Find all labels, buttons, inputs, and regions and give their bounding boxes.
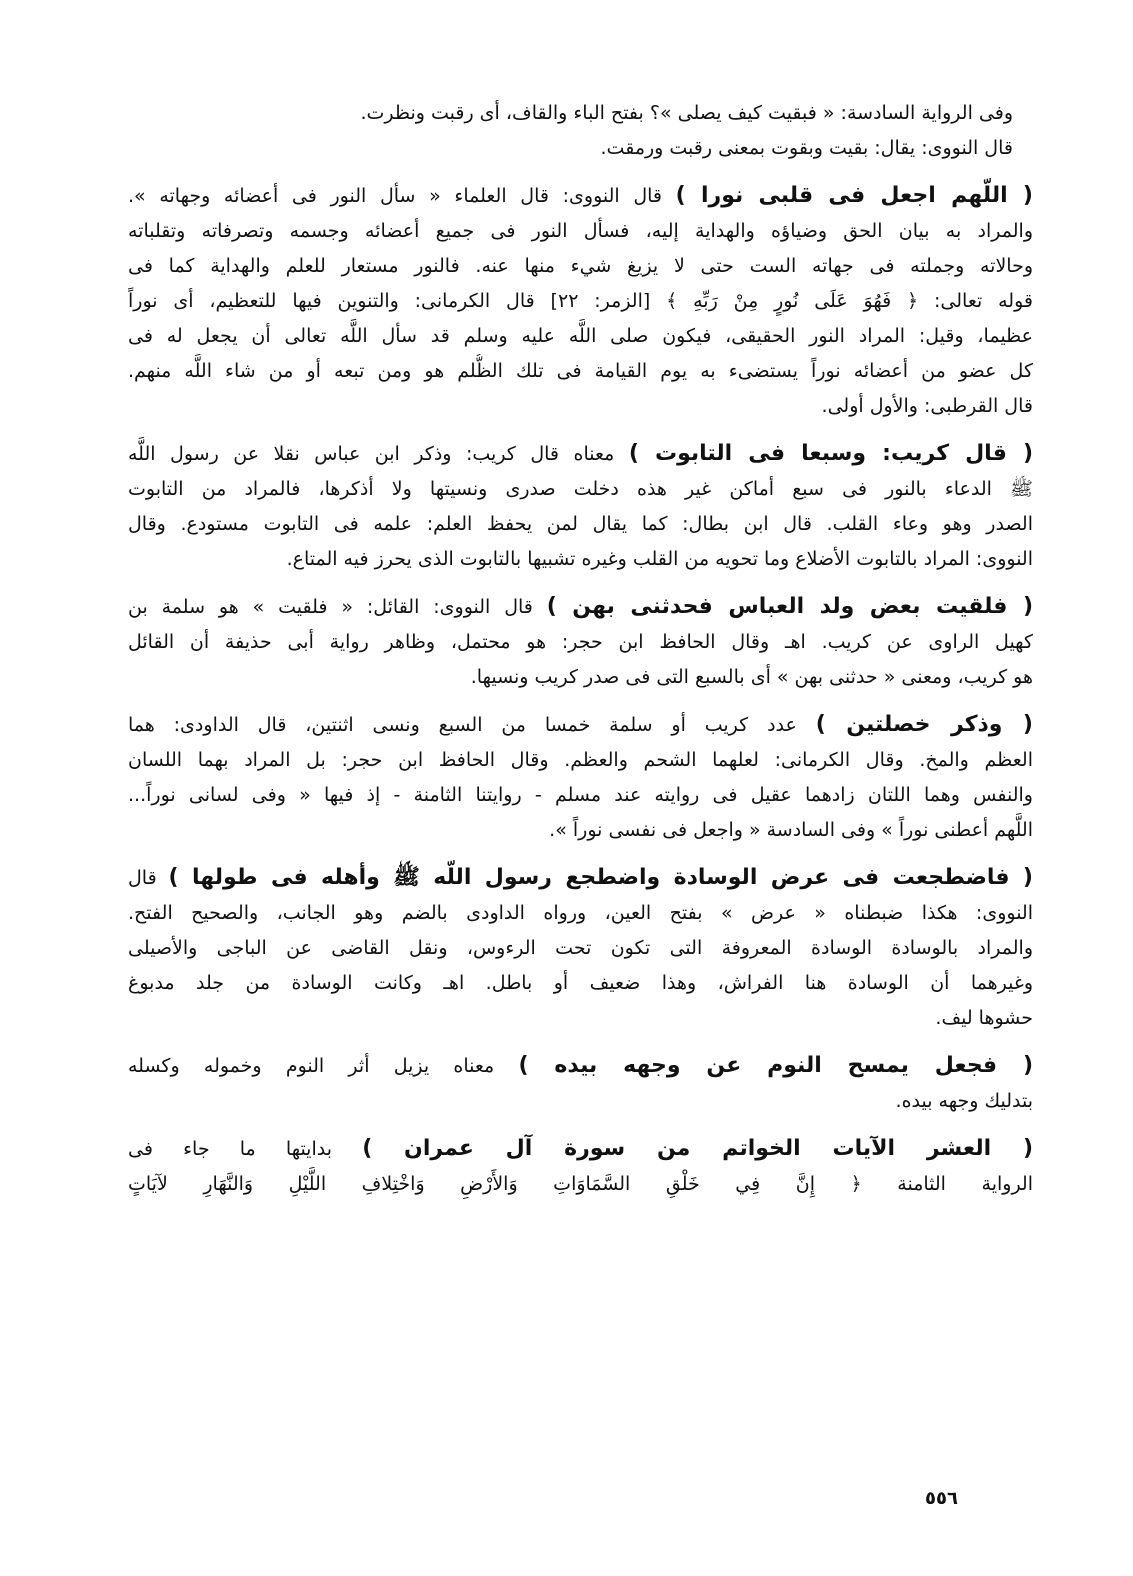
text-line: وغيرهما أن الوسادة هنا الفراش، وهذا ضعيف أو باطل. اهـ وكانت الوسادة من جلد مدبوغ	[128, 972, 1033, 994]
section-heading: ( وذكر خصلتين )	[815, 712, 1033, 737]
text-line: الرواية الثامنة ﴿ إِنَّ فِي خَلْقِ السَّمَاوَاتِ وَالأَرْضِ وَاخْتِلافِ اللَّيْلِ وَالنَّهَارِ لآيَاتٍ	[128, 1173, 1033, 1195]
section-wipe-sleep	[128, 1048, 1033, 1119]
intro-paragraph	[128, 96, 1033, 166]
section-ten-verses	[128, 1131, 1033, 1202]
text-line: والمراد به بيان الحق وضياؤه والهداية إليه، فسأل النور فى جميع أعضائه وجسمه وتصرفاته وتقلباته	[128, 220, 1033, 242]
text-line: قال النووى: يقال: بقيت وبقوت بمعنى رقبت ورمقت.	[600, 137, 1013, 159]
text-line: قال القرطبى: والأول أولى.	[821, 395, 1033, 417]
section-heading: ( فاضطجعت فى عرض الوسادة واضطجع رسول اللَّه ﷺ وأهله فى طولها )	[168, 865, 1033, 890]
text-line: وحالاته وجملته فى جهاته الست حتى لا يزيغ شيء منها عنه. فالنور مستعار للعلم والهداية كما فى	[128, 255, 1033, 277]
section-seven-in-tabut	[128, 436, 1033, 577]
text-line: هو كريب، ومعنى « حدثنى بهن » أى بالسبع التى فى صدر كريب ونسيها.	[470, 666, 1033, 688]
section-heading: ( العشر الآيات الخواتم من سورة آل عمران )	[362, 1136, 1033, 1161]
text-line: النووى: هكذا ضبطناه « عرض » بفتح العين، ورواه الداودى بالضم وهو الجانب، والصحيح الفتح.	[128, 902, 1033, 924]
text-line: كل عضو من أعضائه نوراً يستضىء به يوم القيامة فى تلك الظُّلم هو ومن تبعه أو من شاء اللَّه منهم.	[128, 360, 1033, 382]
text-span: قال النووى: القائل: « فلقيت » هو سلمة بن	[128, 596, 547, 618]
text-line: والمراد بالوسادة الوسادة المعروفة التى تكون تحت الرءوس، ونقل القاضى عن الباجى والأصيلى	[128, 937, 1033, 959]
text-span: معناه قال كريب: وذكر ابن عباس نقلا عن رسول اللَّه	[128, 443, 629, 465]
text-span: بدايتها ما جاء فى	[128, 1138, 363, 1160]
section-two-traits	[128, 707, 1033, 848]
text-line: عظيما، وقيل: المراد النور الحقيقى، فيكون صلى اللَّه عليه وسلم قد سأل اللَّه تعالى أن يجعل له فى	[128, 325, 1033, 347]
text-line: حشوها ليف.	[935, 1007, 1033, 1029]
text-line: وفى الرواية السادسة: « فبقيت كيف يصلى »؟ بفتح الباء والقاف، أى رقبت ونظرت.	[360, 102, 1013, 124]
text-line: قوله تعالى: ﴿ فَهُوَ عَلَى نُورٍ مِنْ رَبِّهِ ﴾ [الزمر: ٢٢] قال الكرمانى: والتنوين فيها للتعظيم، أى نوراً	[128, 290, 1033, 312]
text-line: النووى: المراد بالتابوت الأضلاع وما تحويه من القلب وغيره تشبيها بالتابوت الذى يحرز فيه المتاع.	[286, 548, 1033, 570]
section-heading: ( اللَّهم اجعل فى قلبى نورا )	[675, 183, 1033, 208]
text-line: كهيل الراوى عن كريب. اهـ وقال الحافظ ابن حجر: هو محتمل، وظاهر رواية أبى حذيفة أن القائل	[128, 631, 1033, 653]
text-span: معناه يزيل أثر النوم وخموله وكسله	[128, 1055, 519, 1077]
text-line: الصدر وهو وعاء القلب. قال ابن بطال: كما يقال لمن يحفظ العلم: علمه فى التابوت مستودع. وقال	[128, 513, 1033, 535]
text-line: بتدليك وجهه بيده.	[895, 1090, 1033, 1112]
text-span: قال النووى: قال العلماء « سأل النور فى أعضائه وجهاته ».	[128, 185, 676, 207]
section-heading: ( فلقيت بعض ولد العباس فحدثنى بهن )	[546, 594, 1033, 619]
text-line: اللَّهم أعطنى نوراً » وفى السادسة « واجعل فى نفسى نوراً ».	[549, 819, 1033, 841]
text-span: عدد كريب أو سلمة خمسا من السبع ونسى اثنتين، قال الداودى: هما	[128, 714, 816, 736]
section-heading: ( فجعل يمسح النوم عن وجهه بيده )	[518, 1053, 1033, 1078]
page-number: ٥٥٦	[925, 1488, 958, 1509]
section-heading: ( قال كريب: وسبعا فى التابوت )	[628, 441, 1033, 466]
text-line: ﷺ الدعاء بالنور فى سبع أماكن غير هذه دخلت صدرى ونسيتها ولا أذكرها، فالمراد من التابوت	[128, 478, 1033, 500]
text-span: قال	[128, 867, 169, 889]
section-met-son-of-abbas	[128, 589, 1033, 695]
text-line: والنفس وهما اللتان زادهما عقيل فى روايته عند مسلم - روايتنا الثامنة - إذ فيها « وفى لسانى نوراً...	[128, 784, 1033, 806]
text-line: العظم والمخ. وقال الكرمانى: لعلهما الشحم والعظم. وقال الحافظ ابن حجر: بل المراد بهما اللسان	[128, 749, 1033, 771]
section-light-in-heart	[128, 178, 1033, 424]
book-page	[128, 96, 1033, 1214]
section-pillow	[128, 860, 1033, 1036]
